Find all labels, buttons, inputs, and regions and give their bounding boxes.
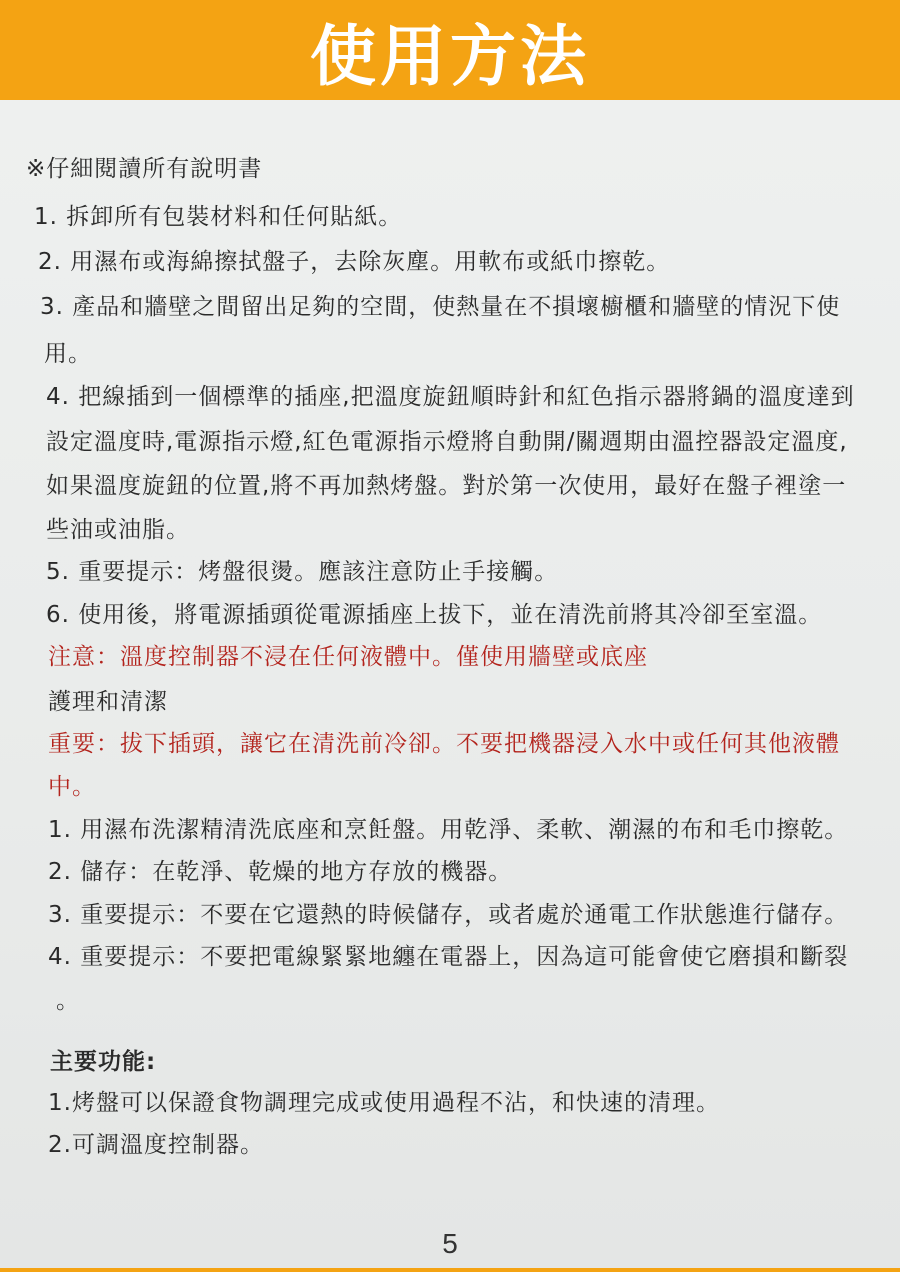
usage-step-2: 2. 用濕布或海綿擦拭盤子，去除灰塵。用軟布或紙巾擦乾。 <box>38 249 671 275</box>
care-item-4-continued: 。 <box>56 988 80 1014</box>
usage-step-3-continued: 用。 <box>44 341 92 367</box>
care-item-3: 3. 重要提示：不要在它還熱的時候儲存，或者處於通電工作狀態進行儲存。 <box>48 902 849 928</box>
care-item-1: 1. 用濕布洗潔精清洗底座和烹飪盤。用乾淨、柔軟、潮濕的布和毛巾擦乾。 <box>48 817 849 843</box>
care-item-2: 2. 儲存：在乾淨、乾燥的地方存放的機器。 <box>48 859 513 885</box>
usage-step-4-line-2: 設定溫度時,電源指示燈,紅色電源指示燈將自動開/關週期由溫控器設定溫度, <box>46 429 848 455</box>
care-important-continued: 中。 <box>48 774 96 800</box>
usage-step-3: 3. 產品和牆壁之間留出足夠的空間，使熱量在不損壞櫥櫃和牆壁的情況下使 <box>40 294 841 320</box>
usage-step-4-line-4: 些油或油脂。 <box>46 517 190 543</box>
header-banner <box>0 0 900 100</box>
page-number: 5 <box>442 1228 458 1259</box>
page-title: 使用方法 <box>310 17 590 95</box>
care-important: 重要：拔下插頭，讓它在清洗前冷卻。不要把機器浸入水中或任何其他液體 <box>48 731 840 757</box>
care-heading: 護理和清潔 <box>48 689 168 715</box>
usage-step-4-line-3: 如果溫度旋鈕的位置,將不再加熱烤盤。對於第一次使用，最好在盤子裡塗一 <box>46 473 847 499</box>
usage-step-4: 4. 把線插到一個標準的插座,把溫度旋鈕順時針和紅色指示器將鍋的溫度達到 <box>46 384 855 410</box>
usage-step-5: 5. 重要提示：烤盤很燙。應該注意防止手接觸。 <box>46 559 559 585</box>
read-instructions-note: ※仔細閱讀所有說明書 <box>26 156 263 182</box>
feature-item-2: 2.可調溫度控制器。 <box>48 1132 264 1158</box>
usage-step-6: 6. 使用後，將電源插頭從電源插座上拔下，並在清洗前將其冷卻至室溫。 <box>46 602 823 628</box>
care-item-4: 4. 重要提示：不要把電線緊緊地纏在電器上，因為這可能會使它磨損和斷裂 <box>48 944 849 970</box>
footer-accent-bar <box>0 1268 900 1272</box>
usage-step-1: 1. 拆卸所有包裝材料和任何貼紙。 <box>34 204 403 230</box>
warning-note: 注意：溫度控制器不浸在任何液體中。僅使用牆壁或底座 <box>48 644 648 670</box>
features-heading: 主要功能: <box>50 1049 157 1075</box>
feature-item-1: 1.烤盤可以保證食物調理完成或使用過程不沾，和快速的清理。 <box>48 1090 720 1116</box>
